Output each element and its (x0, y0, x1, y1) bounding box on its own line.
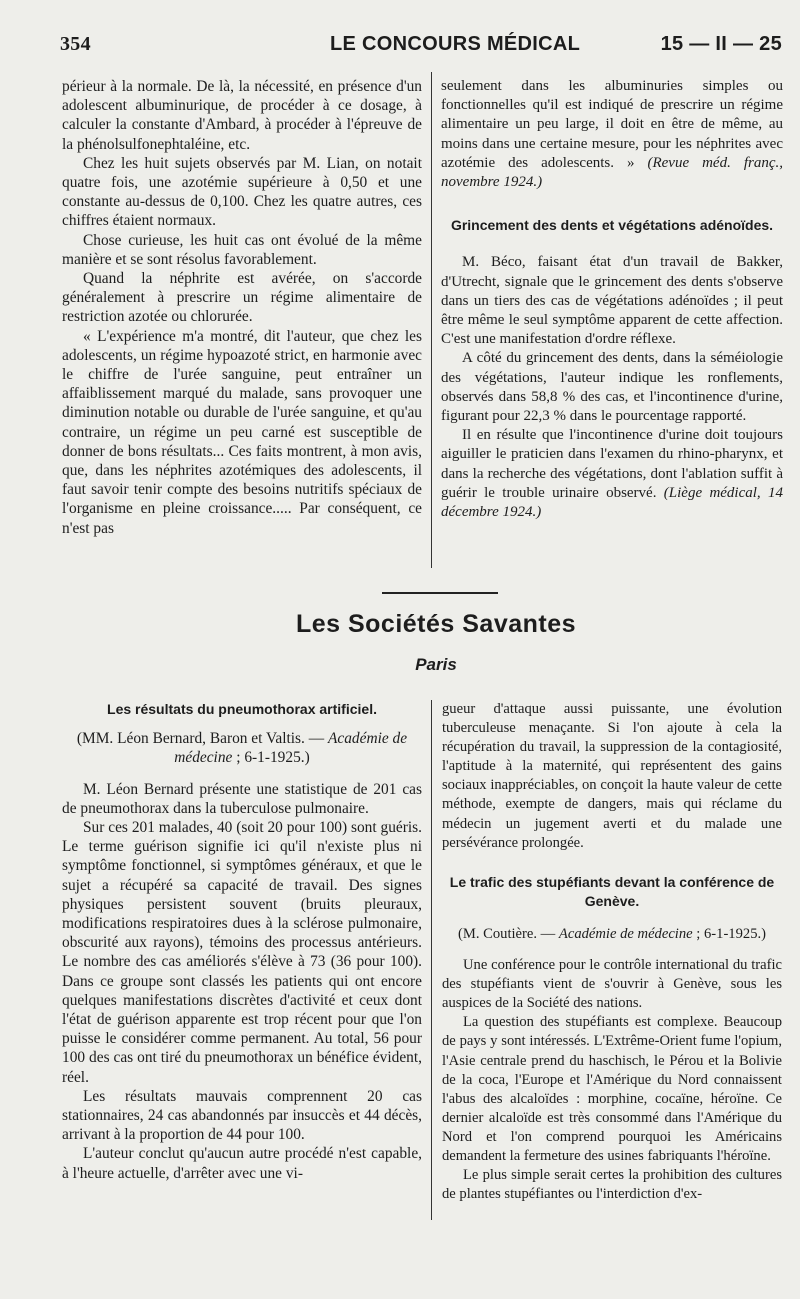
paragraph: M. Léon Bernard présente une statistique de 201 cas de pneumothorax dans la tuberculose pulmonaire. (62, 780, 422, 817)
page-number: 354 (60, 33, 91, 55)
article-title: Grincement des dents et végétations adénoïdes. (450, 217, 774, 234)
column-divider-top (431, 72, 432, 568)
paragraph (441, 77, 783, 192)
source-citation: (Liège médical, 14 décembre 1924.) (441, 484, 783, 521)
section-city: Paris (415, 655, 457, 674)
paragraph: Une conférence pour le contrôle international du trafic des stupéfiants vient de s'ouvrir à Genève, sous les auspices de la Société des nations. (442, 957, 782, 1012)
top-right-column (441, 77, 783, 522)
paragraph: M. Béco, faisant état d'un travail de Bakker, d'Utrecht, signale que le grincement des dents s'observe dans un tiers des cas de végétations adénoïdes ; il peut être même le seul symptôme apparent de cette affection. C'est une manifestation d'ordre réflexe. (441, 254, 783, 348)
source-citation: (Revue méd. franç., novembre 1924.) (441, 154, 783, 191)
section-title: Les Sociétés Savantes (295, 610, 577, 638)
top-left-column (62, 77, 422, 538)
paragraph: Les résultats mauvais comprennent 20 cas stationnaires, 24 cas abandonnés par insuccès et 44 décès, arrivant à la proportion de 44 pour 100. (62, 1087, 422, 1144)
paragraph: La question des stupéfiants est complexe. Beaucoup de pays y sont intéressés. L'Extrême-Orient fume l'opium, l'Asie centrale prend du haschisch, le Pérou et la Bolivie de la coca, l'Europe et l'Amérique du Nord connaissent l'abus des alcaloïdes : morphine, cocaïne, héroïne. Ce dernier alcaloïde est très consommé dans l'Amérique du Nord et l'on comprend pourquoi les Américains demandent la fermeture des usines fabriquants l'héroïne. (442, 1014, 782, 1164)
paragraph (441, 426, 783, 522)
paragraph: « L'expérience m'a montré, dit l'auteur, que chez les adolescents, un régime hypoazoté strict, en harmonie avec le chiffre de l'urée sanguine, peut entraîner un affaiblissement marqué du malade, sans provoquer une diminution notable ou durable de l'urée sanguine, et qu'au contraire, un régime un peu carné est susceptible de donner de bons résultats... Ces faits montrent, à mon avis, que, dans les néphrites azotémiques des adolescents, il faut savoir tenir compte des besoins nutritifs spéciaux de l'organisme en pleine croissance..... Par conséquent, ce n'est pas (62, 327, 422, 537)
column-divider-bottom (431, 700, 432, 1220)
paragraph: L'auteur conclut qu'aucun autre procédé n'est capable, à l'heure actuelle, d'arrêter avec une vi- (62, 1145, 422, 1182)
article-title: Les résultats du pneumothorax artificiel. (107, 701, 377, 717)
byline-authors: (MM. Léon Bernard, Baron et Valtis. — (76, 730, 325, 748)
byline-source: Académie de médecine (174, 730, 408, 767)
paragraph: Quand la néphrite est avérée, on s'accorde généralement à prescrire un régime alimentaire de restriction azotée ou chlorurée. (62, 270, 422, 326)
article-title: Le trafic des stupéfiants devant la conférence de Genève. (449, 873, 775, 909)
byline-date: ; 6-1-1925.) (236, 749, 310, 767)
byline (442, 925, 782, 944)
byline (62, 729, 422, 767)
journal-title: LE CONCOURS MÉDICAL (330, 33, 581, 55)
continuation-text: seulement dans les albuminuries simples ou fonctionnelles qu'il est indiqué de prescrire un régime alimentaire un peu large, il doit en être de même, au moins dans une certaine mesure, pour les néphrites avec azotémie des adolescents. » (441, 78, 783, 171)
issue-date: 15 — II — 25 (660, 33, 782, 55)
byline-source: Académie de médecine (558, 925, 693, 942)
paragraph: Chez les huit sujets observés par M. Lian, on notait quatre fois, une azotémie supérieure à 0,50 et une constante au-dessus de 0,100. Chez les quatre autres, ces chiffres étaient normaux. (62, 154, 422, 230)
paragraph: gueur d'attaque aussi puissante, une évolution tuberculeuse menaçante. Si l'on ajoute à cela la récupération du travail, la suppression de la contagiosité, l'aptitude à la maternité, qui représentent des gains sociaux inappréciables, on conçoit la haute valeur de cette méthode, exempte de dangers, mais qui réclame du médecin un jugement averti et du malade une persévérance prolongée. (442, 701, 782, 851)
bottom-left-column (62, 692, 422, 1183)
paragraph: Le plus simple serait certes la prohibition des cultures de plantes stupéfiantes ou l'interdiction d'ex- (442, 1167, 782, 1203)
running-head (60, 33, 782, 59)
byline-author: (M. Coutière. — (457, 925, 556, 942)
paragraph: Chose curieuse, les huit cas ont évolué de la même manière et se sont résolus favorablement. (62, 231, 422, 268)
paragraph: A côté du grincement des dents, dans la séméiologie des végétations, l'auteur indique les ronflements, observés dans 58,8 % des cas, et l'incontinence d'urine, figurant pour 22,3 % dans le pourcentage rapporté. (441, 350, 783, 425)
paragraph-text: Il en résulte que l'incontinence d'urine doit toujours aiguiller le praticien dans l'examen du rhino-pharynx, et dans la recherche des végétations, dont l'ablation suffit à guérir le trouble urinaire observé. (441, 427, 783, 501)
paragraph: Sur ces 201 malades, 40 (soit 20 pour 100) sont guéris. Le terme guérison signifie ici qu'il n'existe plus ni symptôme fonctionnel, si symptômes généraux, et que le sujet a récupéré sa capacité de travail. Des signes physiques persistent souvent (bruits pleuraux, modifications respiratoires dues à la sclérose pulmonaire, obscurité aux rayons), témoins des processus antérieurs. Le nombre des cas améliorés s'élève à 73 (36 pour 100). Dans ce groupe sont classés les patients qui ont encore quelques manifestations discrètes d'activité et ceux dont l'état de guérison apparente est trop récent pour que l'on puisse le considérer comme permanent. Au total, 56 pour 100 des cas ont tiré du pneumothorax un bénéfice évident, réel. (62, 819, 422, 1086)
paragraph: périeur à la normale. De là, la nécessité, en présence d'un adolescent albuminurique, de procéder à ce dosage, à calculer la constante d'Ambard, à procéder à l'épreuve de la phénolsulfonephtaléine, etc. (62, 78, 422, 153)
section-divider (382, 592, 498, 594)
byline-date: ; 6-1-1925.) (696, 925, 766, 942)
bottom-right-column (442, 700, 782, 1204)
